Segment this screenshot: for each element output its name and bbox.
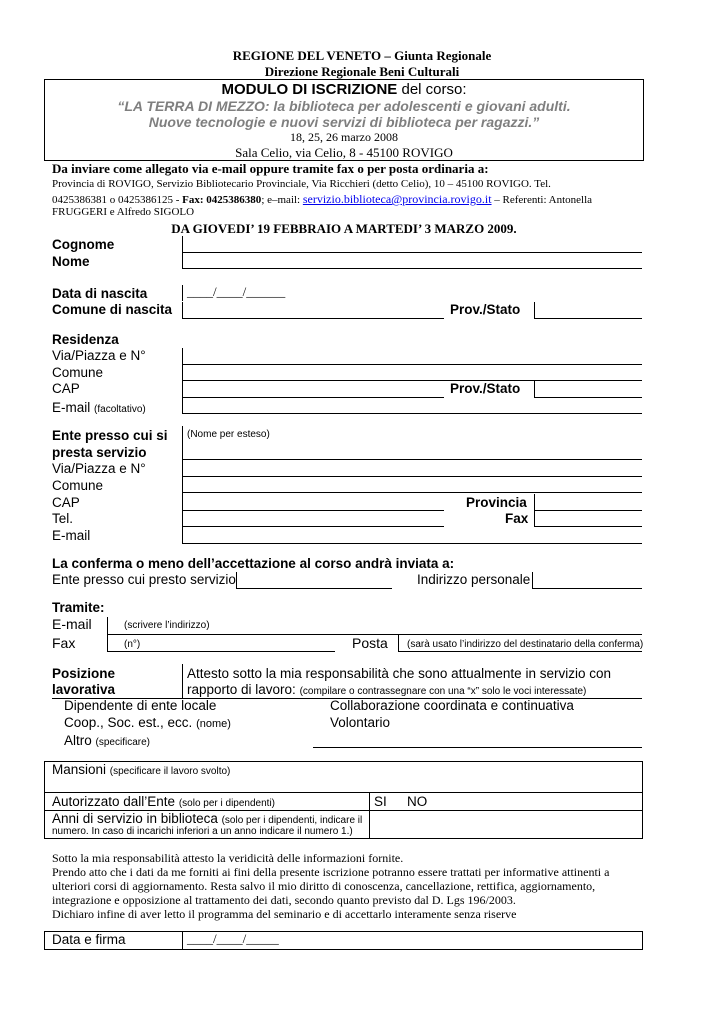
ente-email-label: E-mail: [52, 528, 91, 543]
res-comune-label: Comune: [52, 365, 104, 380]
tramite-posta-label: Posta: [352, 635, 388, 651]
res-email-label: E-mail (facoltativo): [52, 400, 146, 415]
res-cap-label: CAP: [52, 381, 80, 396]
ente-fax-label: Fax: [505, 511, 529, 526]
conferma-personale-field[interactable]: [532, 588, 642, 589]
course-title-2: Nuove tecnologie e nuovi servizi di biblioteca per ragazzi.”: [148, 114, 540, 130]
conferma-heading: La conferma o meno dell’accettazione al corso andrà inviata a:: [52, 556, 455, 571]
ente-via-label: Via/Piazza e N°: [52, 461, 146, 476]
firma-field[interactable]: ____/____/_____: [187, 931, 279, 946]
dichiarazione-5: Dichiaro infine di aver letto il programma del seminario e di accettarlo interamente senza riserve: [52, 907, 517, 921]
anni-label: Anni di servizio in biblioteca (solo per i dipendenti, indicare il: [52, 811, 363, 826]
ente-heading-1: Ente presso cui si: [52, 428, 168, 443]
cognome-field[interactable]: [182, 252, 642, 253]
option-collaborazione[interactable]: Collaborazione coordinata e continuativa: [330, 698, 574, 713]
res-comune-field[interactable]: [182, 380, 642, 381]
ente-prov-label: Provincia: [466, 495, 527, 510]
conferma-ente-label: Ente presso cui presto servizio: [52, 572, 236, 587]
course-venue: Sala Celio, via Celio, 8 - 45100 ROVIGO: [235, 145, 453, 160]
autorizzato-si[interactable]: SI: [374, 794, 387, 809]
ente-name-note: (Nome per esteso): [187, 429, 270, 440]
send-address-3: FRUGGERI e Alfredo SIGOLO: [52, 206, 195, 218]
birth-prov-field[interactable]: [534, 318, 642, 319]
residenza-heading: Residenza: [52, 332, 119, 347]
option-coop[interactable]: Coop., Soc. est., ecc. (nome): [64, 715, 231, 730]
firma-box: [44, 931, 643, 950]
conferma-personale-label: Indirizzo personale: [417, 572, 531, 587]
ente-prov-field[interactable]: [534, 510, 642, 511]
birth-prov-label: Prov./Stato: [450, 302, 521, 317]
res-prov-label: Prov./Stato: [450, 381, 521, 396]
option-volontario[interactable]: Volontario: [330, 715, 391, 730]
dichiarazione-3: ulteriori corsi di aggiornamento. Resta salvo il mio diritto di conoscenza, cancellazione, rettifica, aggiornamento,: [52, 879, 596, 893]
autorizzato-label: Autorizzato dall’Ente (solo per i dipendenti): [52, 794, 275, 809]
tramite-fax-label: Fax: [52, 635, 76, 651]
tramite-email-note: (scrivere l’indirizzo): [124, 620, 210, 631]
send-period: DA GIOVEDI’ 19 FEBBRAIO A MARTEDI’ 3 MARZO 2009.: [171, 221, 517, 236]
attesto-line-2: rapporto di lavoro: (compilare o contrassegnare con una “x” solo le voci interessate): [187, 682, 587, 697]
birthdate-label: Data di nascita: [52, 286, 148, 301]
birthdate-field[interactable]: ____/____/______: [187, 284, 286, 299]
ente-email-field[interactable]: [182, 543, 642, 544]
send-address-1: Provincia di ROVIGO, Servizio Bibliotecario Provinciale, Via Ricchieri (detto Celio), 10 – 45100 ROVIGO. Tel.: [52, 178, 551, 190]
course-title-1: “LA TERRA DI MEZZO: la biblioteca per adolescenti e giovani adulti.: [117, 98, 571, 114]
autorizzato-no[interactable]: NO: [407, 794, 428, 809]
tramite-fax-note: (n°): [124, 639, 141, 650]
dichiarazione-2: Prendo atto che i dati da me forniti ai fini della presente iscrizione potranno essere trattati per informative attinenti a: [52, 865, 610, 879]
res-via-label: Via/Piazza e N°: [52, 348, 146, 363]
posizione-heading-2: lavorativa: [52, 682, 116, 697]
course-dates: 18, 25, 26 marzo 2008: [290, 130, 398, 144]
ente-comune-label: Comune: [52, 478, 104, 493]
firma-label: Data e firma: [52, 932, 126, 947]
tramite-posta-note: (sarà usato l’indirizzo del destinatario della conferma): [407, 639, 644, 650]
mansioni-label: Mansioni (specificare il lavoro svolto): [52, 762, 231, 777]
ente-cap-label: CAP: [52, 495, 80, 510]
dichiarazione-1: Sotto la mia responsabilità attesto la veridicità delle informazioni fornite.: [52, 851, 404, 865]
anni-note: numero. In caso di incarichi inferiori a un anno indicare il numero 1.): [52, 826, 353, 837]
send-heading: Da inviare come allegato via e-mail oppure tramite fax o per posta ordinaria a:: [52, 161, 489, 176]
direction-title: Direzione Regionale Beni Culturali: [264, 64, 460, 79]
nome-field[interactable]: [182, 268, 642, 269]
tramite-posta-field[interactable]: [398, 651, 642, 652]
birthplace-field[interactable]: [182, 318, 444, 319]
birthplace-label: Comune di nascita: [52, 302, 173, 317]
email-link[interactable]: servizio.biblioteca@provincia.rovigo.it: [302, 192, 492, 206]
ente-tel-field[interactable]: [182, 526, 444, 527]
ente-via-field[interactable]: [182, 476, 642, 477]
res-via-field[interactable]: [182, 364, 642, 365]
form-title: MODULO DI ISCRIZIONE del corso:: [221, 81, 467, 98]
ente-name-field[interactable]: [182, 459, 642, 460]
tramite-email-label: E-mail: [52, 616, 92, 632]
option-altro[interactable]: Altro (specificare): [64, 733, 150, 748]
anni-field[interactable]: [372, 812, 640, 837]
tramite-heading: Tramite:: [52, 600, 105, 615]
send-address-2: 0425386381 o 0425386125 - Fax: 0425386380; e–mail: servizio.biblioteca@provincia.rovigo.it – Referenti: Antonella: [52, 192, 593, 206]
ente-fax-field[interactable]: [534, 526, 642, 527]
ente-heading-2: presta servizio: [52, 445, 147, 460]
dichiarazione-4: integrazione e opposizione al trattamento dei dati, secondo quanto previsto dal D. Lgs 196/2003.: [52, 893, 516, 907]
nome-label: Nome: [52, 254, 90, 269]
altro-field[interactable]: [313, 747, 642, 748]
posizione-heading-1: Posizione: [52, 666, 116, 681]
ente-comune-field[interactable]: [182, 492, 642, 493]
res-email-field[interactable]: [182, 413, 642, 414]
res-prov-field[interactable]: [534, 397, 642, 398]
res-cap-field[interactable]: [182, 397, 444, 398]
region-title: REGIONE DEL VENETO – Giunta Regionale: [232, 48, 492, 63]
cognome-label: Cognome: [52, 237, 115, 252]
conferma-ente-field[interactable]: [236, 588, 392, 589]
ente-cap-field[interactable]: [182, 510, 444, 511]
option-dipendente[interactable]: Dipendente di ente locale: [64, 698, 217, 713]
tramite-fax-field[interactable]: [107, 651, 335, 652]
attesto-line-1: Attesto sotto la mia responsabilità che sono attualmente in servizio con: [187, 666, 611, 681]
ente-tel-label: Tel.: [52, 511, 74, 526]
